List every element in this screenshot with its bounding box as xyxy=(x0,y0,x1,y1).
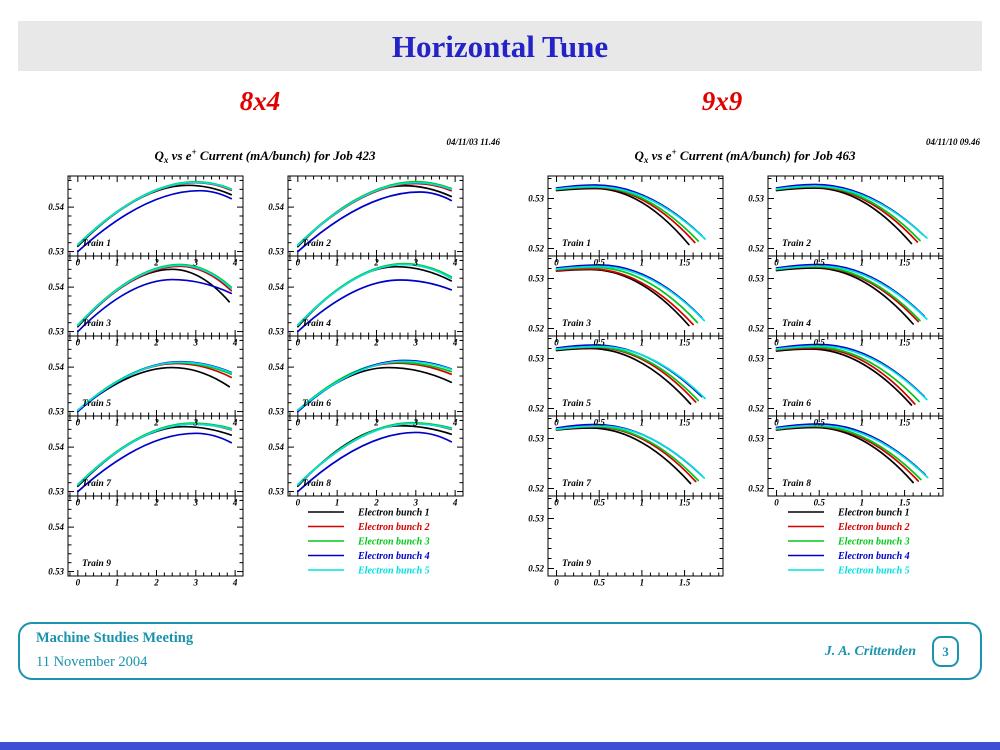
train-curves xyxy=(557,185,706,245)
x-tick-label: 1 xyxy=(639,257,645,268)
x-tick-label: 3 xyxy=(193,257,199,268)
x-tick-label: 4 xyxy=(232,257,238,268)
footer-author: J. A. Crittenden xyxy=(824,644,916,659)
plot-labels xyxy=(48,202,458,587)
x-tick-label: 1 xyxy=(639,337,645,348)
x-tick-label: 1 xyxy=(114,577,120,588)
train-curves xyxy=(557,425,705,484)
x-tick-label: 0.5 xyxy=(813,417,825,428)
x-tick-label: 0 xyxy=(554,337,559,348)
legend-label: Electron bunch 4 xyxy=(358,551,430,562)
curve-electron-bunch-2 xyxy=(78,424,231,485)
y-tick-label: 0.53 xyxy=(48,566,64,577)
x-tick-label: 1.5 xyxy=(898,257,911,268)
footer-date: 11 November 2004 xyxy=(36,654,148,670)
x-tick-label: 1.5 xyxy=(678,417,691,428)
train-label: Train 3 xyxy=(562,319,591,329)
train-label: Train 6 xyxy=(302,399,331,409)
curve-electron-bunch-1 xyxy=(557,270,689,326)
x-tick-label: 0.5 xyxy=(813,337,825,348)
x-tick-label: 1 xyxy=(334,417,340,428)
train-label: Train 5 xyxy=(562,399,591,409)
legend-label: Electron bunch 5 xyxy=(358,565,430,577)
x-tick-label: 3 xyxy=(413,417,419,428)
x-tick-label: 3 xyxy=(193,577,199,588)
section-label-8x4: 8x4 xyxy=(239,86,281,116)
plot-curves xyxy=(75,182,451,492)
x-tick-label: 1.5 xyxy=(678,497,691,508)
x-tick-label: 4 xyxy=(452,497,458,508)
x-tick-label: 4 xyxy=(232,577,238,588)
x-tick-label: 0 xyxy=(295,417,301,428)
x-tick-label: 0.5 xyxy=(593,417,605,428)
y-tick-label: 0.54 xyxy=(268,442,284,453)
train-curves xyxy=(777,265,927,325)
legend-label: Electron bunch 2 xyxy=(358,522,430,533)
train-label: Train 7 xyxy=(82,479,111,489)
x-tick-label: 4 xyxy=(232,337,238,348)
y-tick-label: 0.53 xyxy=(528,353,544,364)
x-tick-label: 2 xyxy=(374,337,379,348)
page-title: Horizontal Tune xyxy=(391,29,609,64)
x-tick-label: 4 xyxy=(232,497,238,508)
train-curves xyxy=(777,185,927,244)
train-label: Train 4 xyxy=(782,319,811,329)
train-label: Train 2 xyxy=(302,239,331,249)
x-tick-label: 0 xyxy=(774,257,779,268)
x-tick-label: 0 xyxy=(75,577,81,588)
train-label: Train 9 xyxy=(562,559,591,569)
x-tick-label: 0 xyxy=(295,337,301,348)
panel-timestamp: 04/11/10 09.46 xyxy=(925,137,980,147)
train-label: Train 2 xyxy=(782,239,811,249)
y-tick-label: 0.54 xyxy=(268,362,284,373)
y-tick-label: 0.52 xyxy=(748,323,764,334)
y-tick-label: 0.53 xyxy=(48,246,64,257)
curve-electron-bunch-2 xyxy=(777,427,919,482)
x-tick-label: 4 xyxy=(452,417,458,428)
train-curves xyxy=(557,265,705,326)
x-tick-label: 0 xyxy=(75,257,81,268)
train-label: Train 1 xyxy=(82,239,111,249)
train-label: Train 6 xyxy=(782,399,811,409)
y-tick-label: 0.53 xyxy=(48,406,64,417)
x-tick-label: 1 xyxy=(334,497,340,508)
curve-electron-bunch-1 xyxy=(557,189,689,245)
x-tick-label: 2 xyxy=(154,417,159,428)
plot-curves xyxy=(557,185,928,484)
curve-electron-bunch-2 xyxy=(557,269,694,325)
x-tick-label: 1 xyxy=(639,417,645,428)
train-curves xyxy=(777,345,927,406)
x-tick-label: 4 xyxy=(452,337,458,348)
y-tick-label: 0.53 xyxy=(748,273,764,284)
y-tick-label: 0.52 xyxy=(748,243,764,254)
x-tick-label: 0 xyxy=(554,417,559,428)
curve-electron-bunch-5 xyxy=(78,424,231,485)
x-tick-label: 0 xyxy=(554,497,559,508)
x-tick-label: 1.5 xyxy=(898,417,911,428)
y-tick-label: 0.53 xyxy=(268,246,284,257)
y-tick-label: 0.54 xyxy=(268,282,284,293)
x-tick-label: 2 xyxy=(374,417,379,428)
x-tick-label: 2 xyxy=(154,497,159,508)
y-tick-label: 0.52 xyxy=(528,243,544,254)
y-tick-label: 0.53 xyxy=(528,513,544,524)
y-tick-label: 0.52 xyxy=(748,483,764,494)
x-tick-label: 0.5 xyxy=(593,577,605,588)
y-tick-label: 0.52 xyxy=(528,403,544,414)
legend-label: Electron bunch 3 xyxy=(358,536,430,548)
curve-electron-bunch-4 xyxy=(777,345,925,397)
x-tick-label: 2 xyxy=(154,577,159,588)
y-tick-label: 0.53 xyxy=(268,406,284,417)
chart-panel-job423 xyxy=(40,133,510,603)
y-tick-label: 0.53 xyxy=(748,353,764,364)
curve-electron-bunch-1 xyxy=(298,426,451,486)
footer-meeting-title: Machine Studies Meeting xyxy=(36,630,194,646)
x-tick-label: 0 xyxy=(295,257,301,268)
x-tick-label: 0 xyxy=(774,337,779,348)
x-tick-label: 0.5 xyxy=(813,497,825,508)
y-tick-label: 0.54 xyxy=(48,362,64,373)
train-label: Train 8 xyxy=(302,479,331,489)
y-tick-label: 0.53 xyxy=(748,193,764,204)
train-label: Train 5 xyxy=(82,399,111,409)
y-tick-label: 0.53 xyxy=(528,193,544,204)
curve-electron-bunch-1 xyxy=(78,427,231,487)
x-tick-label: 0 xyxy=(554,257,559,268)
x-tick-label: 1 xyxy=(114,337,120,348)
curve-electron-bunch-2 xyxy=(298,264,451,325)
curve-electron-bunch-1 xyxy=(298,186,451,247)
x-tick-label: 4 xyxy=(452,257,458,268)
x-tick-label: 0.5 xyxy=(593,497,605,508)
x-tick-label: 1.5 xyxy=(678,337,691,348)
legend-label: Electron bunch 1 xyxy=(358,507,430,519)
y-tick-label: 0.53 xyxy=(48,326,64,337)
train-curves xyxy=(777,424,928,483)
title-band xyxy=(18,21,982,71)
train-label: Train 8 xyxy=(782,479,811,489)
y-tick-label: 0.54 xyxy=(268,202,284,213)
y-tick-label: 0.54 xyxy=(48,522,64,533)
x-tick-label: 2 xyxy=(154,337,159,348)
y-tick-label: 0.54 xyxy=(48,202,64,213)
x-tick-label: 0 xyxy=(554,577,559,588)
x-tick-label: 3 xyxy=(413,257,419,268)
x-tick-label: 1 xyxy=(859,497,865,508)
y-tick-label: 0.53 xyxy=(268,486,284,497)
x-tick-label: 1 xyxy=(859,257,865,268)
y-tick-label: 0.53 xyxy=(748,433,764,444)
curve-electron-bunch-2 xyxy=(557,188,695,243)
curve-electron-bunch-1 xyxy=(78,185,231,246)
x-tick-label: 0.5 xyxy=(813,257,825,268)
curve-electron-bunch-2 xyxy=(78,266,231,325)
x-tick-label: 0 xyxy=(295,497,301,508)
curve-electron-bunch-1 xyxy=(298,267,451,327)
x-tick-label: 1.5 xyxy=(678,257,691,268)
x-tick-label: 2 xyxy=(154,257,159,268)
y-tick-label: 0.53 xyxy=(268,326,284,337)
bottom-accent-bar xyxy=(0,742,1000,750)
x-tick-label: 1.5 xyxy=(678,577,691,588)
panel-timestamp: 04/11/03 11.46 xyxy=(446,137,500,147)
x-tick-label: 1 xyxy=(639,497,645,508)
panel-title: $Q_x$ vs e+ Current (mA/bunch) for Job 423 xyxy=(154,147,376,165)
x-tick-label: 3 xyxy=(413,497,419,508)
y-tick-label: 0.52 xyxy=(528,563,544,574)
x-tick-label: 0 xyxy=(774,497,779,508)
chart-panel-job463 xyxy=(520,133,990,603)
y-tick-label: 0.53 xyxy=(528,433,544,444)
x-tick-label: 1 xyxy=(639,577,645,588)
x-tick-label: 1 xyxy=(114,257,120,268)
y-tick-label: 0.54 xyxy=(48,442,64,453)
x-tick-label: 2 xyxy=(374,497,379,508)
y-tick-label: 0.52 xyxy=(748,403,764,414)
x-tick-label: 0 xyxy=(75,417,81,428)
x-tick-label: 3 xyxy=(413,337,419,348)
x-tick-label: 3 xyxy=(193,337,199,348)
x-tick-label: 0 xyxy=(75,337,81,348)
curve-electron-bunch-5 xyxy=(298,264,451,325)
train-label: Train 3 xyxy=(82,319,111,329)
x-tick-label: 1.5 xyxy=(898,497,911,508)
x-tick-label: 1.5 xyxy=(898,337,911,348)
x-tick-label: 2 xyxy=(374,257,379,268)
train-label: Train 4 xyxy=(302,319,331,329)
legend-label: Electron bunch 4 xyxy=(838,551,910,562)
y-tick-label: 0.54 xyxy=(48,282,64,293)
train-label: Train 7 xyxy=(562,479,591,489)
x-tick-label: 1 xyxy=(859,337,865,348)
y-tick-label: 0.53 xyxy=(48,486,64,497)
curve-electron-bunch-3 xyxy=(298,264,451,325)
section-label-9x9: 9x9 xyxy=(701,86,743,116)
panel-title: $Q_x$ vs e+ Current (mA/bunch) for Job 463 xyxy=(634,147,856,165)
x-tick-label: 0.5 xyxy=(593,257,605,268)
x-tick-label: 1 xyxy=(859,417,865,428)
x-tick-label: 1 xyxy=(334,337,340,348)
train-label: Train 9 xyxy=(82,559,111,569)
y-tick-label: 0.52 xyxy=(528,483,544,494)
x-tick-label: 0 xyxy=(774,417,779,428)
legend-label: Electron bunch 5 xyxy=(838,565,910,577)
x-tick-label: 3 xyxy=(193,417,199,428)
x-tick-label: 1 xyxy=(114,417,120,428)
x-tick-label: 0.5 xyxy=(593,337,605,348)
y-tick-label: 0.53 xyxy=(528,273,544,284)
legend-label: Electron bunch 1 xyxy=(838,507,910,519)
train-label: Train 1 xyxy=(562,239,591,249)
page-number-badge: 3 xyxy=(932,636,959,667)
x-tick-label: 1 xyxy=(114,497,120,508)
y-tick-label: 0.52 xyxy=(528,323,544,334)
x-tick-label: 0 xyxy=(75,497,81,508)
legend-label: Electron bunch 2 xyxy=(838,522,910,533)
x-tick-label: 4 xyxy=(232,417,238,428)
legend-label: Electron bunch 3 xyxy=(838,536,910,548)
train-curves xyxy=(557,345,706,404)
x-tick-label: 3 xyxy=(193,497,199,508)
x-tick-label: 1 xyxy=(334,257,340,268)
